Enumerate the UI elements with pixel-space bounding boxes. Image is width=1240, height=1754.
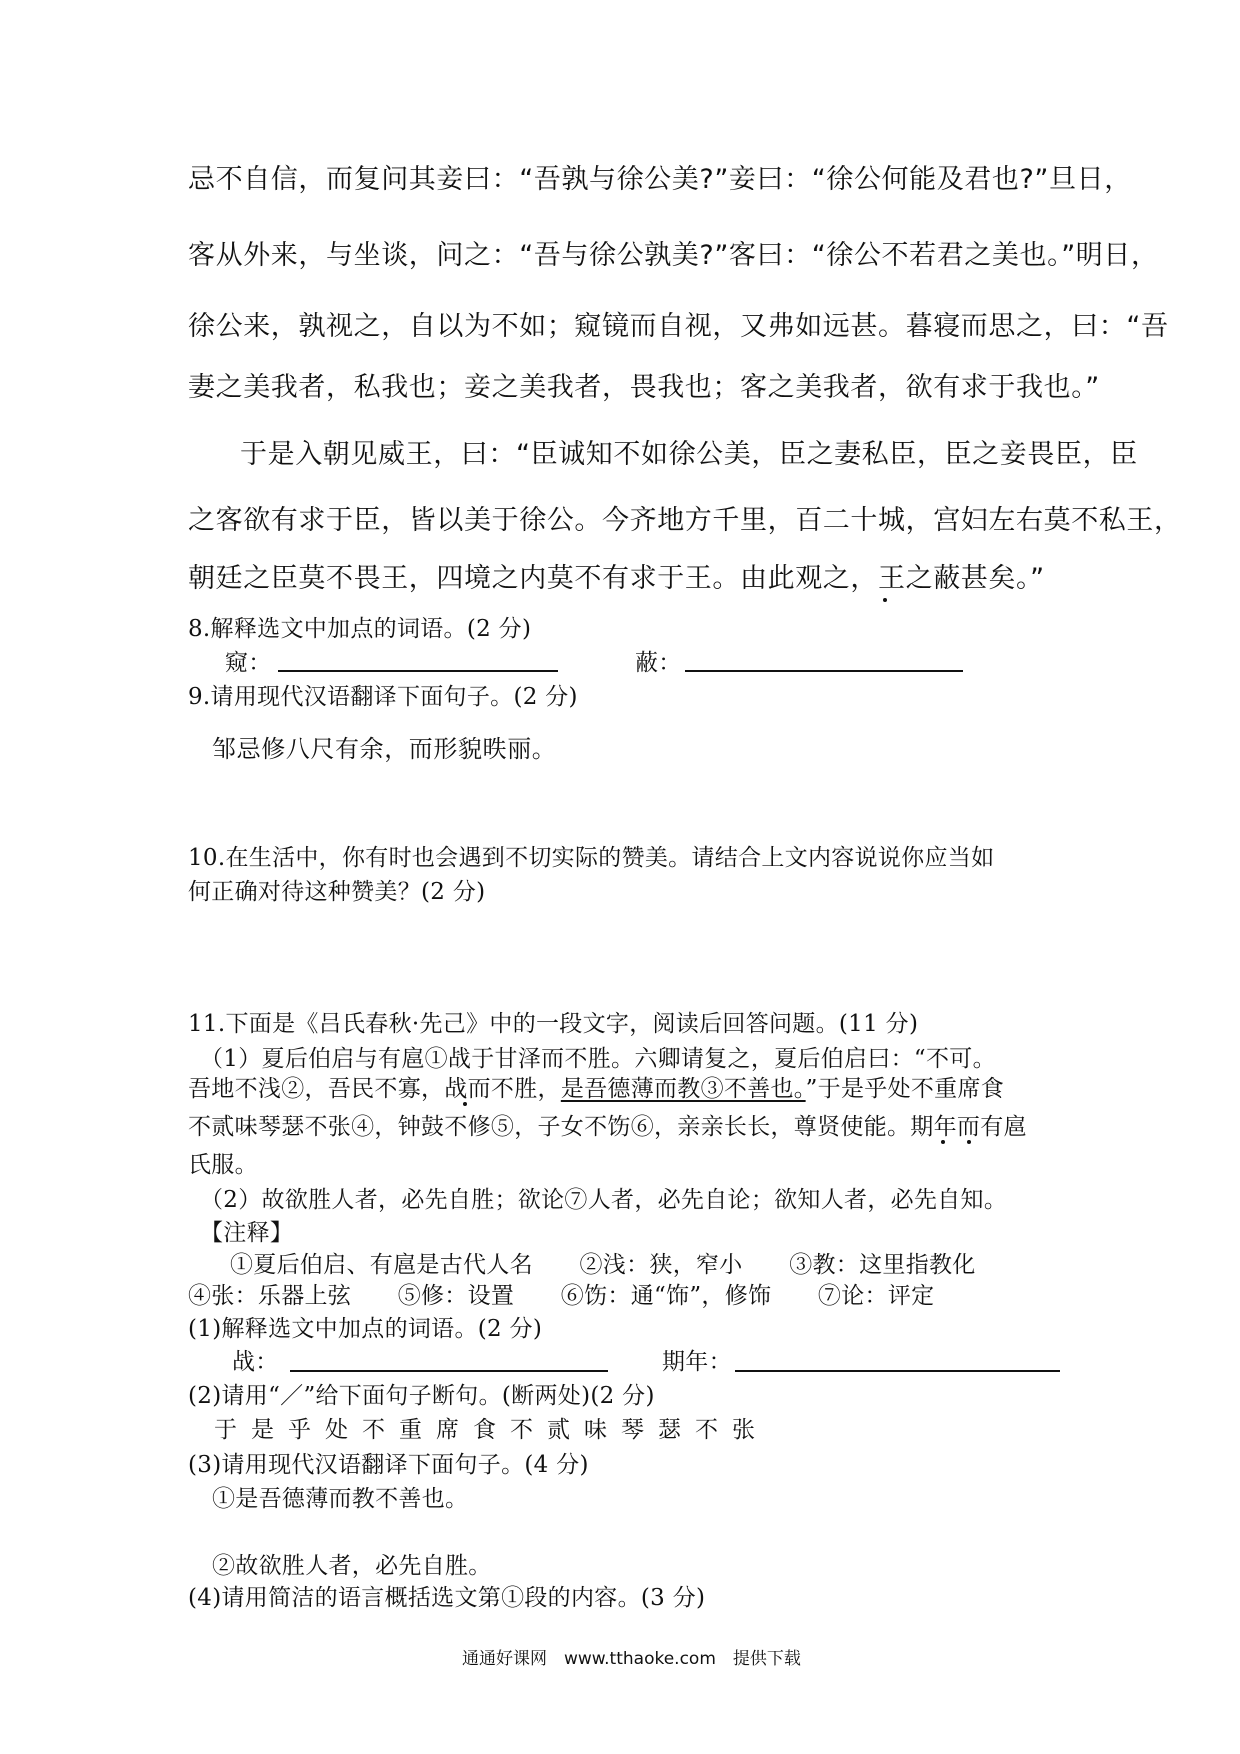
emphasis-dot-qi (941, 1140, 945, 1144)
q11-intro: 11.下面是《吕氏春秋·先己》中的一段文字，阅读后回答问题。(11 分) (188, 1011, 919, 1037)
q9-sentence: 邹忌修八尺有余，而形貌昳丽。 (212, 735, 557, 763)
page-footer: 通通好课网 www.tthaoke.com 提供下载 (462, 1649, 801, 1669)
q8-answer-blank-bi[interactable] (685, 670, 963, 672)
q11-sub1-label-qinian: 期年： (662, 1349, 732, 1375)
q8-prompt: 8.解释选文中加点的词语。(2 分) (188, 616, 532, 642)
q10-prompt-line-1: 10.在生活中，你有时也会遇到不切实际的赞美。请结合上文内容说说你应当如 (188, 845, 995, 871)
q11-para1-line-4: 氏服。 (188, 1152, 258, 1178)
q11-sub3-item-1: ①是吾德薄而教不善也。 (212, 1486, 469, 1512)
q11-sub3-prompt: (3)请用现代汉语翻译下面句子。(4 分) (188, 1452, 589, 1478)
q9-prompt: 9.请用现代汉语翻译下面句子。(2 分) (188, 684, 578, 710)
q8-label-kui: 窥： (225, 650, 272, 676)
passage-line-3: 徐公来，孰视之，自以为不如；窥镜而自视，又弗如远甚。暮寝而思之，曰：“吾 (188, 311, 1169, 342)
q10-prompt-line-2: 何正确对待这种赞美？(2 分) (188, 879, 486, 905)
emphasis-dot-nian (967, 1140, 971, 1144)
passage-line-2: 客从外来，与坐谈，问之：“吾与徐公孰美?”客曰：“徐公不若君之美也。”明日， (188, 240, 1159, 271)
q11-notes-line-1: ①夏后伯启、有扈是古代人名 ②浅：狭，窄小 ③教：这里指教化 (230, 1252, 976, 1278)
q11-para2: （2）故欲胜人者，必先自胜；欲论⑦人者，必先自论；欲知人者，必先自知。 (200, 1187, 1008, 1213)
q11-underlined-sentence: 是吾德薄而教③不善也。 (560, 1076, 806, 1102)
q11-sub3-item-2: ②故欲胜人者，必先自胜。 (212, 1553, 492, 1579)
passage-line-5: 于是入朝见威王，曰：“臣诚知不如徐公美，臣之妻私臣，臣之妾畏臣，臣 (240, 439, 1138, 470)
q11-sub1-prompt: (1)解释选文中加点的词语。(2 分) (188, 1316, 543, 1342)
q11-para1-line-3: 不贰味琴瑟不张④，钟鼓不修⑤，子女不饬⑥，亲亲长长，尊贤使能。期年而有扈 (188, 1114, 1027, 1140)
q11-sub2-prompt: (2)请用“／”给下面句子断句。(断两处)(2 分) (188, 1383, 655, 1409)
q11-sub1-answer-blank-qinian[interactable] (735, 1370, 1060, 1372)
q11-notes-line-2: ④张：乐器上弦 ⑤修：设置 ⑥饬：通“饰”，修饰 ⑦论：评定 (188, 1283, 935, 1309)
q8-answer-blank-kui[interactable] (278, 670, 558, 672)
passage-line-1: 忌不自信，而复问其妾曰：“吾孰与徐公美?”妾曰：“徐公何能及君也?”旦日， (188, 164, 1132, 195)
q11-sub2-sentence: 于是乎处不重席食不贰味琴瑟不张 (214, 1417, 769, 1443)
passage-line-4: 妻之美我者，私我也；妾之美我者，畏我也；客之美我者，欲有求于我也。” (188, 372, 1100, 403)
emphasis-dot-bi (883, 598, 887, 602)
q11-sub1-answer-blank-zhan[interactable] (290, 1370, 608, 1372)
q11-para1-line-2-start: 吾地不浅②，吾民不寡，战而不胜， (188, 1076, 561, 1102)
q11-sub1-label-zhan: 战： (232, 1349, 279, 1375)
emphasis-dot-zhan (463, 1102, 467, 1106)
q8-label-bi: 蔽： (635, 650, 682, 676)
passage-line-7: 朝廷之臣莫不畏王，四境之内莫不有求于王。由此观之，王之蔽甚矣。” (188, 563, 1045, 594)
q11-para1-line-2 (188, 1070, 1004, 1103)
q11-para1-line-1: （1）夏后伯启与有扈①战于甘泽而不胜。六卿请复之，夏后伯启曰：“不可。 (200, 1046, 996, 1072)
q11-para1-line-2-end: ”于是乎处不重席食 (805, 1076, 1005, 1102)
passage-line-6: 之客欲有求于臣，皆以美于徐公。今齐地方千里，百二十城，宫妇左右莫不私王， (188, 505, 1182, 536)
q11-sub4-prompt: (4)请用简洁的语言概括选文第①段的内容。(3 分) (188, 1585, 706, 1611)
q11-notes-title: 【注释】 (200, 1220, 294, 1246)
